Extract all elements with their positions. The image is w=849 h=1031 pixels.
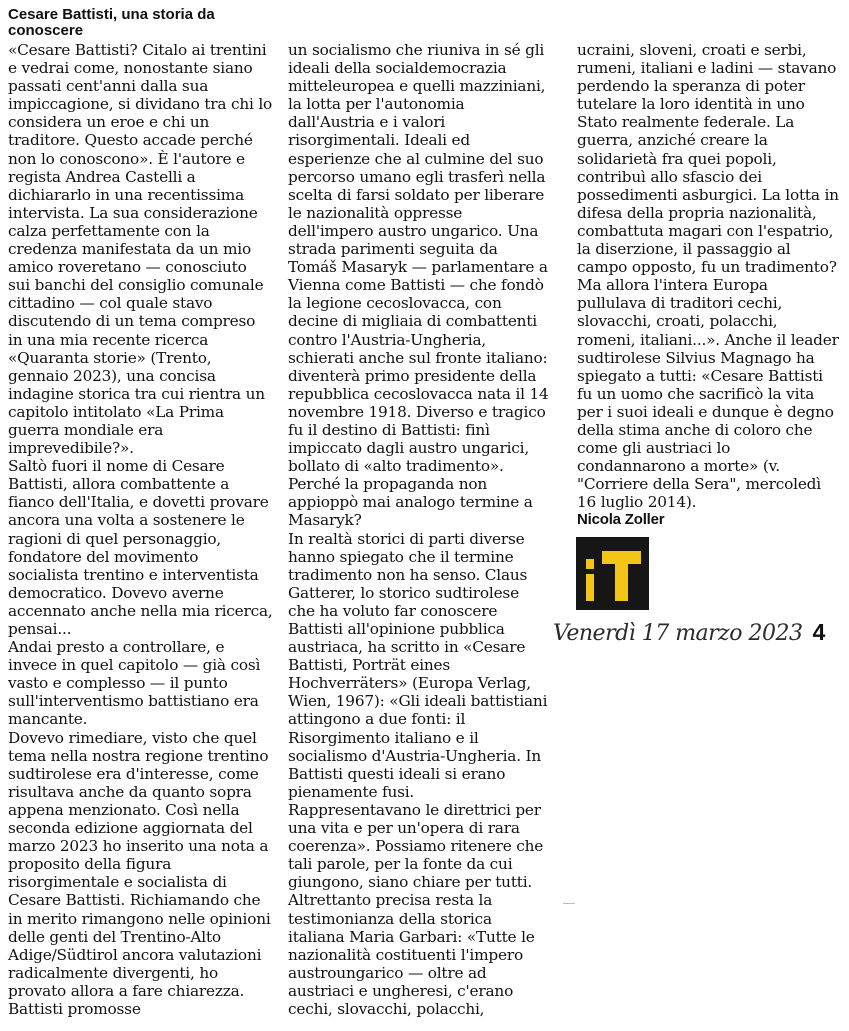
paragraph: Saltò fuori il nome di Cesare Battisti, allora combattente a fianco dell'Italia, e dovetti provare ancora una volta a sostenere le ragioni di quel personaggio, fondatore del movimento socialista trentino e interventista democratico. Dovevo averne accennato anche nella mia ricerca, pensai... xyxy=(8,457,273,638)
page-number: 4 xyxy=(812,619,826,645)
article-title: Cesare Battisti, una storia da conoscere xyxy=(8,6,215,39)
logo-i-dot xyxy=(586,559,594,569)
logo-t-stem xyxy=(615,551,628,601)
paragraph: Dovevo rimediare, visto che quel tema nella nostra regione trentino sudtirolese era d'interesse, come risultava anche da quanto sopra appena menzionato. Così nella seconda edizione aggiornata del marzo 2023 ho inserito una nota a proposito della figura risorgimentale e socialista di Cesare Battisti. Richiamando che in merito rimangono nelle opinioni delle genti del Trentino-Alto Adige/Südtirol ancora valutazioni radicalmente divergenti, ho provato allora a fare chiarezza. Battisti promosse xyxy=(8,728,271,1018)
paragraph: Andai presto a controllare, e invece in quel capitolo — già così vasto e complesso — il punto sull'interventismo battistiano era mancante. xyxy=(8,638,261,729)
article-column-1 xyxy=(8,41,273,1018)
paragraph: un socialismo che riuniva in sé gli ideali della socialdemocrazia mitteleuropea e quelli mazziniani, la lotta per l'autonomia dall'Austria e i valori risorgimentali. Ideali ed esperienze che al culmine del suo percorso umano egli trasferì nella scelta di farsi soldato per liberare le nazionalità oppresse dell'impero austro ungarico. Una strada parimenti seguita da Tomáš Masaryk — parlamentare a Vienna come Battisti — che fondò la legione cecoslovacca, con decine di migliaia di combattenti contro l'Austria-Ungheria, schierati anche sul fronte italiano: diventerà primo presidente della repubblica cecoslovacca nata il 14 novembre 1918. Diverso e tragico fu il destino di Battisti: finì impiccato dagli austro ungarici, bollato di «alto tradimento». Perché la propaganda non appioppò mai analogo termine a Masaryk? xyxy=(288,41,549,530)
divider-mark xyxy=(563,903,575,904)
publication-date: Venerdì 17 marzo 2023 xyxy=(553,621,803,646)
article-column-3 xyxy=(577,41,839,529)
paragraph: ucraini, sloveni, croati e serbi, rumeni, italiani e ladini — stavano perdendo la speranza di poter tutelare la loro identità in uno Stato realmente federale. La guerra, anziché creare la solidarietà fra quei popoli, contribuì allo sfascio dei possedimenti asburgici. La lotta in difesa della propria nazionalità, combattuta magari con l'espatrio, la diserzione, il passaggio al campo opposto, fu un tradimento? Ma allora l'intera Europa pullulava di traditori cechi, slovacchi, croati, polacchi, romeni, italiani...». Anche il leader sudtirolese Silvius Magnago ha spiegato a tutti: «Cesare Battisti fu un uomo che sacrificò la vita per i suoi ideali e dunque è degno della stima anche di coloro che come gli austriaci lo condannarono a morte» (v. "Corriere della Sera", mercoledì 16 luglio 2014). xyxy=(577,41,839,512)
dateline xyxy=(553,619,843,646)
logo-i-stem xyxy=(586,574,594,601)
newspaper-logo xyxy=(576,537,649,610)
paragraph: Rappresentavano le direttrici per una vita e per un'opera di rara coerenza». Possiamo ritenere che tali parole, per la fonte da cui giungono, siano chiare per tutti. Altrettanto precisa resta la testimonianza della storica italiana Maria Garbari: «Tutte le nazionalità costituenti l'impero austroungarico — oltre ad austriaci e ungheresi, c'erano cechi, slovacchi, polacchi, xyxy=(288,800,544,1018)
article-column-2 xyxy=(288,41,550,1018)
paragraph: «Cesare Battisti? Citalo ai trentini e vedrai come, nonostante siano passati cent'anni dalla sua impiccagione, si dividano tra chi lo considera un eroe e chi un traditore. Questo accade perché non lo conoscono». È l'autore e regista Andrea Castelli a dichiararlo in una recentissima intervista. La sua considerazione calza perfettamente con la credenza manifestata da un mio amico roveretano — conosciuto sui banchi del consiglio comunale cittadino — col quale stavo discutendo di un tema compreso in una mia recente ricerca «Quaranta storie» (Trento, gennaio 2023), una concisa indagine storica tra cui rientra un capitolo intitolato «La Prima guerra mondiale era imprevedibile?». xyxy=(8,41,273,458)
author-signature: Nicola Zoller xyxy=(577,511,665,529)
paragraph: In realtà storici di parti diverse hanno spiegato che il termine tradimento non ha senso. Claus Gatterer, lo storico sudtirolese che ha voluto far conoscere Battisti all'opinione pubblica austriaca, ha scritto in «Cesare Battisti, Porträt eines Hochverräters» (Europa Verlag, Wien, 1967): «Gli ideali battistiani attingono a due fonti: il Risorgimento italiano e il socialismo d'Austria-Ungheria. In Battisti questi ideali si erano pienamente fusi. xyxy=(288,529,548,801)
